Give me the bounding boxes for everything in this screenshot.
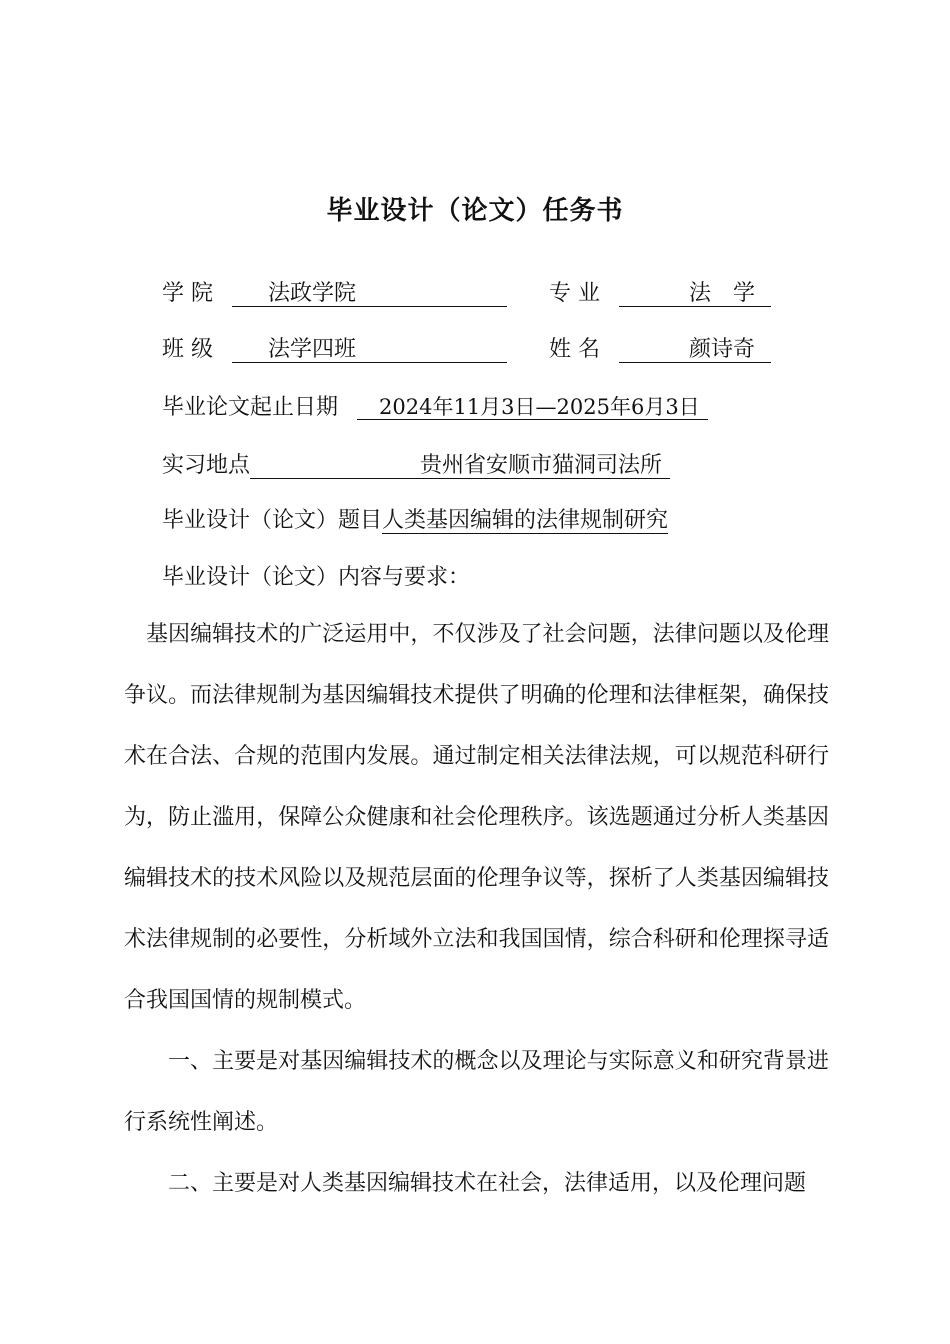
content-label: 毕业设计（论文）内容与要求：	[162, 565, 471, 590]
paragraph-1: 基因编辑技术的广泛运用中，不仅涉及了社会问题，法律问题以及伦理争议。而法律规制为基因编辑技术提供了明确的伦理和法律框架，确保技术在合法、合规的范围内发展。通过制定相关法律法规，可以规范科研行为，防止滥用，保障公众健康和社会伦理秩序。该选题通过分析人类基因编辑技术的技术风险以及规范层面的伦理争议等，探析了人类基因编辑技术法律规制的必要性，分析域外立法和我国国情，综合科研和伦理探寻适合我国国情的规制模式。	[124, 622, 829, 1013]
paragraph-2: 一、主要是对基因编辑技术的概念以及理论与实际意义和研究背景进行系统性阐述。	[124, 1049, 829, 1135]
major-label: 专 业	[549, 281, 600, 306]
college-value: 法政学院	[232, 282, 507, 307]
body-text	[124, 604, 829, 1214]
class-name-row	[162, 335, 771, 365]
name-value: 颜诗奇	[619, 338, 771, 363]
location-label: 实习地点	[162, 453, 251, 478]
college-label: 学 院	[162, 281, 213, 306]
paragraph-3: 二、主要是对人类基因编辑技术在社会，法律适用，以及伦理问题	[168, 1171, 807, 1196]
location-value: 贵州省安顺市猫洞司法所	[250, 454, 670, 479]
date-row	[162, 393, 708, 423]
date-value: 2024年11月3日—2025年6月3日	[357, 395, 708, 420]
class-value: 法学四班	[232, 338, 507, 363]
content-heading-row	[162, 563, 470, 593]
document-title: 毕业设计（论文）任务书	[326, 196, 624, 226]
location-row	[162, 451, 670, 481]
topic-row	[162, 506, 668, 536]
class-label: 班 级	[162, 337, 213, 362]
name-label: 姓 名	[549, 337, 600, 362]
topic-value: 人类基因编辑的法律规制研究	[382, 508, 669, 533]
college-major-row	[162, 279, 771, 309]
topic-label: 毕业设计（论文）题目	[162, 508, 383, 533]
date-label: 毕业论文起止日期	[162, 395, 339, 420]
major-value: 法 学	[619, 282, 771, 307]
